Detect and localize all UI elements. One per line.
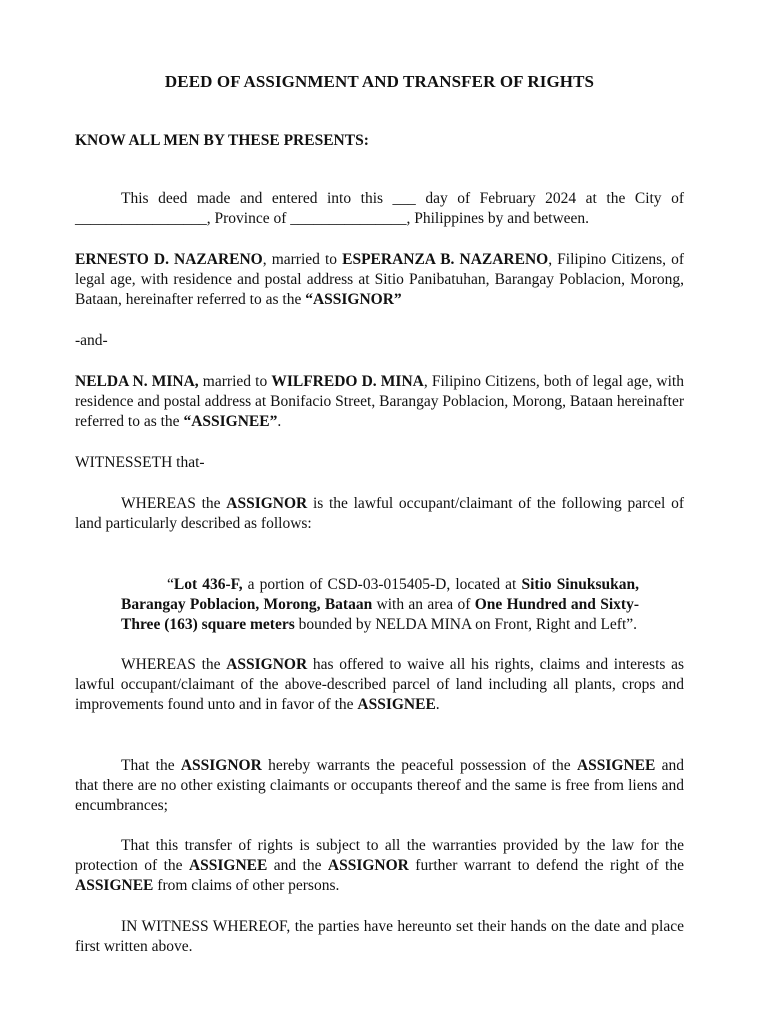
- assignee-spouse-name: WILFREDO D. MINA: [271, 373, 424, 390]
- intro-text: This deed made and entered into this ___ day of February 2024 at the City of _________________, Province of _______________, Philippines by and between.: [75, 190, 684, 228]
- warrant2-text-2: and the: [267, 857, 328, 875]
- witness-whereof-paragraph: [75, 917, 684, 957]
- warrant1-assignor: ASSIGNOR: [180, 757, 262, 774]
- quote-open: “: [167, 576, 174, 593]
- property-location: Sitio Sinuksukan, Barangay Poblacion, Morong, Bataan: [121, 576, 639, 614]
- assignor-paragraph: [75, 250, 684, 311]
- assignee-name: NELDA N. MINA,: [75, 373, 199, 390]
- whereas2-text-3: .: [435, 696, 440, 714]
- whereas2-text-2: has offered to waive all his rights, claims and interests as lawful occupant/claimant of the above-described parcel of land including all plants, crops and improvements found unto and in favor of the: [75, 656, 685, 714]
- property-description: [121, 575, 639, 636]
- property-text-1: a portion of CSD-03-015405-D, located at: [242, 576, 522, 593]
- warrant2-text-4: from claims of other persons.: [153, 877, 340, 895]
- warrant2-assignee-1: ASSIGNEE: [188, 857, 268, 875]
- intro-paragraph: [75, 189, 684, 229]
- assignor-text-2: , Filipino Citizens, of legal age, with residence and postal address at Sitio Panibatuhan, Barangay Poblacion, Morong, Bataan, hereinafter referred to as the: [75, 251, 684, 309]
- warrant2-assignor: ASSIGNOR: [327, 857, 409, 875]
- assignee-text-1: married to: [198, 373, 272, 390]
- warrant2-assignee-2: ASSIGNEE: [75, 877, 154, 895]
- property-text-2: with an area of: [372, 596, 475, 614]
- warrant1-text-3: and that there are no other existing claimants or occupants thereof and the same is free from liens and encumbrances;: [75, 757, 684, 815]
- warrant2-text-3: further warrant to defend the right of the: [408, 857, 684, 875]
- whereas1-assignor: ASSIGNOR: [226, 495, 308, 512]
- warranty-paragraph-2: [75, 836, 684, 897]
- warrant1-text-1: That the: [121, 757, 181, 774]
- assignor-spouse-name: ESPERANZA B. NAZARENO: [342, 251, 549, 268]
- document-title: DEED OF ASSIGNMENT AND TRANSFER OF RIGHTS: [164, 72, 595, 91]
- whereas-paragraph-1: [75, 494, 684, 534]
- warrant1-assignee: ASSIGNEE: [576, 757, 656, 774]
- assignee-paragraph: [75, 372, 684, 433]
- assignor-role: “ASSIGNOR”: [305, 291, 402, 309]
- warranty-paragraph-1: [75, 756, 684, 817]
- assignee-text-3: .: [277, 413, 282, 431]
- and-separator: -and-: [75, 332, 108, 349]
- whereas2-text-1: WHEREAS the: [121, 656, 227, 673]
- assignor-text-1: , married to: [262, 251, 343, 268]
- assignee-text-2: , Filipino Citizens, both of legal age, with residence and postal address at Bonifacio Street, Barangay Poblacion, Morong, Bataan hereinafter referred to as the: [75, 373, 684, 431]
- assignee-role: “ASSIGNEE”: [183, 413, 278, 431]
- whereas2-assignor: ASSIGNOR: [226, 656, 308, 673]
- warrant1-text-2: hereby warrants the peaceful possession of the: [261, 757, 577, 774]
- assignor-name: ERNESTO D. NAZARENO: [75, 251, 263, 268]
- lot-number: Lot 436-F,: [173, 576, 243, 593]
- opening-line: KNOW ALL MEN BY THESE PRESENTS:: [75, 132, 369, 149]
- witnesseth-line: WITNESSETH that-: [75, 454, 205, 471]
- whereas1-text-2: is the lawful occupant/claimant of the following parcel of land particularly described as follows:: [75, 495, 684, 533]
- whereas2-assignee: ASSIGNEE: [357, 696, 436, 714]
- property-area: One Hundred and Sixty-Three (163) square meters: [121, 596, 639, 634]
- warrant2-text-1: That this transfer of rights is subject to all the warranties provided by the law for the protection of the: [75, 837, 684, 875]
- property-text-3: bounded by NELDA MINA on Front, Right and Left”.: [294, 616, 638, 634]
- whereas-paragraph-2: [75, 655, 684, 716]
- whereas1-text-1: WHEREAS the: [121, 495, 227, 512]
- witness-whereof-text: IN WITNESS WHEREOF, the parties have hereunto set their hands on the date and place first written above.: [75, 918, 684, 956]
